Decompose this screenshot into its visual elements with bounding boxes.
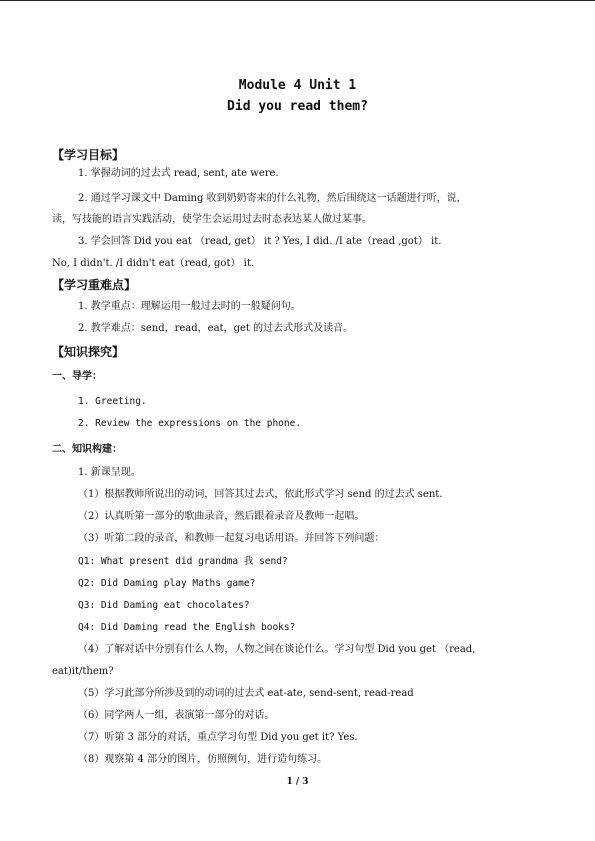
guide-item: 2. Review the expressions on the phone. bbox=[78, 418, 302, 429]
doc-title: Module 4 Unit 1 bbox=[238, 78, 357, 93]
goal-item: 读，写技能的语言实践活动，使学生会运用过去时态表达某人做过某事。 bbox=[52, 214, 372, 225]
guide-item: 1. Greeting. bbox=[78, 396, 147, 407]
section-heading-explore: 【知识探究】 bbox=[52, 345, 125, 359]
build-item: （5）学习此部分所涉及到的动词的过去式 eat-ate, send-sent, read-read bbox=[78, 688, 414, 699]
question-item: Q2: Did Daming play Maths game? bbox=[78, 578, 256, 589]
build-item: （2）认真听第一部分的歌曲录音，然后跟着录音及教师一起唱。 bbox=[78, 511, 365, 522]
build-item: （1）根据教师所说出的动词，回答其过去式，依此形式学习 send 的过去式 sent. bbox=[78, 489, 443, 500]
keypoint-item: 2. 教学难点：send，read，eat，get 的过去式形式及读音。 bbox=[78, 323, 354, 334]
question-item: Q3: Did Daming eat chocolates? bbox=[78, 600, 250, 611]
goal-item: 1. 掌握动词的过去式 read, sent, ate were. bbox=[78, 168, 279, 179]
question-item: Q1: What present did grandma 我 send? bbox=[78, 556, 288, 567]
goal-item: 3. 学会回答 Did you eat （read, get） it ? Yes, I did. /I ate（read ,got） it. bbox=[78, 236, 442, 247]
build-item: （8）观察第 4 部分的图片，仿照例句，进行造句练习。 bbox=[78, 754, 328, 765]
build-item: eat)it/them? bbox=[52, 666, 114, 677]
page-number: 1 / 3 bbox=[286, 777, 309, 787]
build-item: （3）听第二段的录音，和教师一起复习电话用语。并回答下列问题： bbox=[78, 533, 385, 544]
subheading-guide: 一、导学： bbox=[52, 371, 102, 382]
goal-item: No, I didn't. /I didn't eat（read, got） it. bbox=[52, 258, 255, 269]
subheading-build: 二、知识构建： bbox=[52, 444, 122, 455]
build-item: （7）听第 3 部分的对话，重点学习句型 Did you get it? Yes. bbox=[78, 732, 358, 743]
goal-item: 2. 通过学习课文中 Daming 收到奶奶寄来的什么礼物，然后围绕这一话题进行听，说， bbox=[78, 193, 467, 204]
build-item: （4）了解对话中分别有什么人物，人物之间在谈论什么。学习句型 Did you get （read, bbox=[78, 644, 476, 655]
section-heading-goals: 【学习目标】 bbox=[52, 148, 125, 162]
build-item: 1. 新课呈现。 bbox=[78, 467, 141, 478]
build-item: （6）同学两人一组，表演第一部分的对话。 bbox=[78, 710, 275, 721]
keypoint-item: 1. 教学重点：理解运用一般过去时的一般疑问句。 bbox=[78, 301, 301, 312]
question-item: Q4: Did Daming read the English books? bbox=[78, 622, 296, 633]
doc-subtitle: Did you read them? bbox=[227, 99, 368, 114]
top-rule bbox=[0, 0, 595, 1]
section-heading-keypoints: 【学习重难点】 bbox=[52, 278, 137, 292]
